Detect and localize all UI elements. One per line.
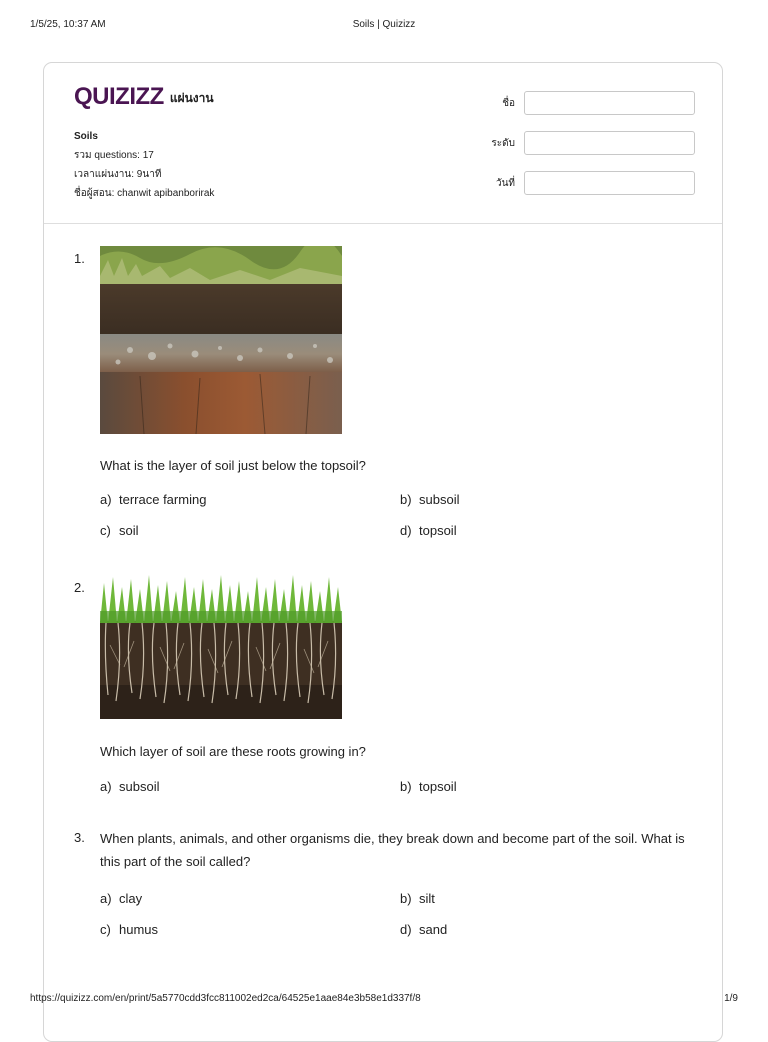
option-text: subsoil [119, 779, 160, 794]
option-text: silt [419, 891, 435, 906]
option-letter: b) [400, 779, 412, 794]
grade-input[interactable] [524, 131, 695, 155]
option-text: soil [119, 523, 139, 538]
quiz-title: Soils [74, 131, 98, 142]
print-doc-title: Soils | Quizizz [352, 19, 416, 30]
option-a[interactable] [100, 779, 159, 794]
soil-profile-image [100, 246, 342, 434]
option-letter: a) [100, 891, 112, 906]
option-text: humus [119, 922, 159, 937]
worksheet-time: เวลาแผ่นงาน: 9นาที [74, 169, 162, 180]
option-letter: d) [400, 922, 412, 937]
logo-row [74, 85, 214, 109]
question-text: What is the layer of soil just below the topsoil? [100, 458, 366, 473]
option-a[interactable] [100, 492, 206, 507]
quiz-meta [74, 127, 214, 203]
total-questions: รวม questions: 17 [74, 150, 154, 161]
option-letter: b) [400, 891, 412, 906]
quizizz-logo: QUIZIZZ [74, 83, 164, 110]
soil-profile-picture [100, 246, 342, 434]
option-c[interactable] [100, 922, 158, 937]
question-number: 2. [74, 580, 85, 595]
option-d[interactable] [400, 523, 457, 538]
date-field-row [484, 171, 695, 195]
page-number: 1/9 [724, 993, 738, 1004]
option-text: subsoil [419, 492, 460, 507]
date-input[interactable] [524, 171, 695, 195]
name-field-row [484, 91, 695, 115]
name-input[interactable] [524, 91, 695, 115]
option-a[interactable] [100, 891, 142, 906]
date-label: วันที่ [495, 177, 515, 189]
option-letter: c) [100, 922, 111, 937]
grade-field-row [484, 131, 695, 155]
print-url[interactable]: https://quizizz.com/en/print/5a5770cdd3fcc811002ed2ca/64525e1aae84e3b58e1d337f/8 [30, 993, 421, 1004]
option-text: clay [119, 891, 143, 906]
option-text: topsoil [419, 523, 457, 538]
option-letter: c) [100, 523, 111, 538]
option-c[interactable] [100, 523, 139, 538]
option-text: sand [419, 922, 448, 937]
teacher-name: ชื่อผู้สอน: chanwit apibanborirak [74, 188, 215, 199]
grass-roots-picture [100, 575, 342, 719]
print-datetime: 1/5/25, 10:37 AM [30, 19, 106, 30]
question-number: 3. [74, 830, 85, 845]
option-b[interactable] [400, 492, 459, 507]
question-number: 1. [74, 251, 85, 266]
option-letter: d) [400, 523, 412, 538]
roots-image [100, 575, 342, 719]
name-label: ชื่อ [502, 97, 515, 109]
worksheet-header [44, 63, 722, 224]
option-text: topsoil [419, 779, 457, 794]
student-fields [484, 91, 695, 211]
question-text: Which layer of soil are these roots growing in? [100, 744, 366, 759]
option-letter: a) [100, 492, 112, 507]
question-text: When plants, animals, and other organisms die, they break down and become part of the soil. What is this part of the soil called? [100, 831, 685, 869]
grade-label: ระดับ [491, 137, 515, 149]
option-text: terrace farming [119, 492, 207, 507]
worksheet-label: แผ่นงาน [169, 91, 214, 105]
option-b[interactable] [400, 891, 435, 906]
option-letter: a) [100, 779, 112, 794]
option-letter: b) [400, 492, 412, 507]
worksheet [43, 62, 723, 1042]
option-d[interactable] [400, 922, 447, 937]
option-b[interactable] [400, 779, 457, 794]
